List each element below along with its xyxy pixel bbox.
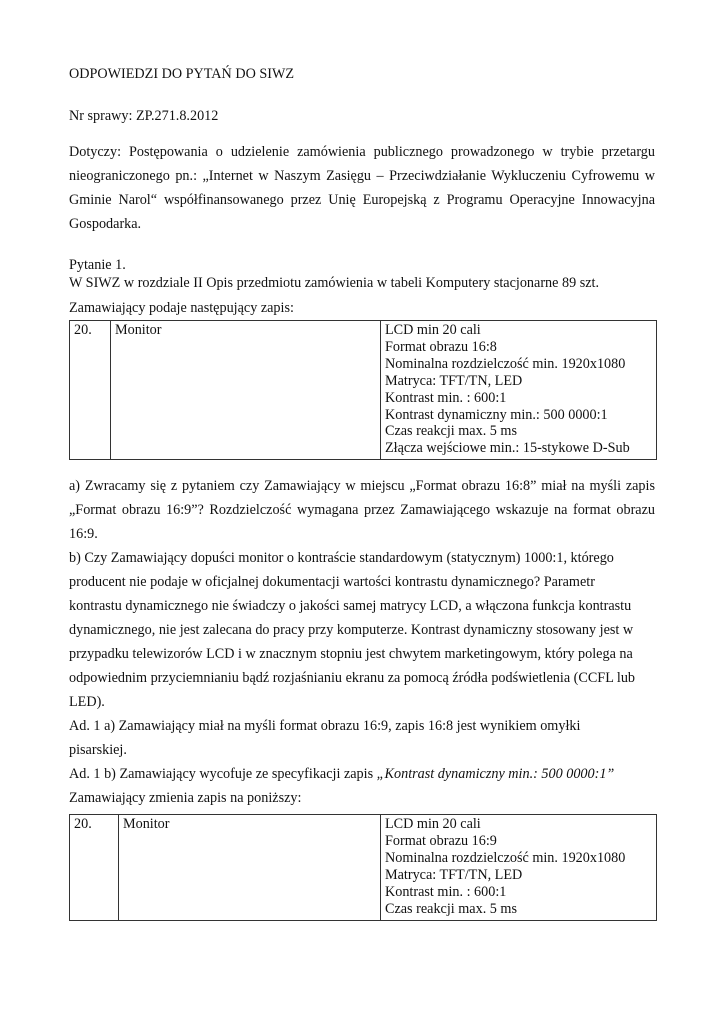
spec-line: Złącza wejściowe min.: 15-stykowe D-Sub <box>385 440 630 457</box>
table-cell-specs <box>381 815 657 920</box>
answer-part-b-text: Ad. 1 b) Zamawiający wycofuje ze specyfikacji zapis <box>69 766 377 783</box>
table-cell-item: Monitor <box>119 815 381 920</box>
spec-line: Nominalna rozdzielczość min. 1920x1080 <box>385 850 626 867</box>
spec-line: Matryca: TFT/TN, LED <box>385 866 523 883</box>
table-row <box>70 321 657 460</box>
question-part-b-line: kontrastu dynamicznego nie świadczy o jakości samej matrycy LCD, a włączona funkcja kontrastu <box>69 598 632 615</box>
answer-part-a-line: pisarskiej. <box>69 742 127 759</box>
question-part-a: a) Zwracamy się z pytaniem czy Zamawiający w miejscu „Format obrazu 16:8” miał na myśli zapis „Format obrazu 16:9”? Rozdzielczość wymagana przez Zamawiającego wskazuje na format obrazu 16:9. <box>69 478 655 543</box>
answer-part-a <box>69 714 655 762</box>
subject-paragraph: Dotyczy: Postępowania o udzielenie zamówienia publicznego prowadzonego w trybie przetargu nieograniczonego pn.: „Internet w Naszym Zasięgu – Przeciwdziałanie Wykluczeniu Cyfrowemu w Gminie Narol“ współfinansowanego przez Unię Europejską z Programu Operacyjne Innowacyjna Gospodarka. <box>69 144 655 232</box>
question-intro-2: Zamawiający podaje następujący zapis: <box>69 300 294 316</box>
question-part-b-line: LED). <box>69 694 105 711</box>
table-row <box>70 815 657 920</box>
table-cell-number: 20. <box>70 815 119 920</box>
spec-line: Czas reakcji max. 5 ms <box>385 900 517 917</box>
question-part-b-line: dynamicznego, nie jest zalecana do pracy przy komputerze. Kontrast dynamiczny stosowany jest w <box>69 622 634 639</box>
document-heading: ODPOWIEDZI DO PYTAŃ DO SIWZ <box>69 66 295 82</box>
question-title: Pytanie 1. <box>69 257 126 273</box>
spec-line: Format obrazu 16:9 <box>385 833 497 850</box>
spec-line: Kontrast dynamiczny min.: 500 0000:1 <box>385 406 608 423</box>
question-part-b-line: przypadku telewizorów LCD i w znacznym stopniu jest chwytem marketingowym, który polega na <box>69 646 633 663</box>
table-cell-number: 20. <box>70 321 111 460</box>
spec-line: Format obrazu 16:8 <box>385 338 497 355</box>
case-number: Nr sprawy: ZP.271.8.2012 <box>69 108 219 124</box>
document-page <box>69 62 655 921</box>
question-intro: W SIWZ w rozdziale II Opis przedmiotu zamówienia w tabeli Komputery stacjonarne 89 szt. <box>69 275 600 291</box>
answer-part-b <box>69 762 655 786</box>
spec-table-amended <box>69 814 657 920</box>
question-part-b-line: odpowiednim przyciemnianiu bądź rozjaśnianiu ekranu za pomocą źródła podświetlenia (CCFL lub <box>69 670 636 687</box>
spec-line: LCD min 20 cali <box>385 322 481 338</box>
answer-part-a-line: Ad. 1 a) Zamawiający miał na myśli format obrazu 16:9, zapis 16:8 jest wynikiem omyłki <box>69 718 581 735</box>
spec-line: Kontrast min. : 600:1 <box>385 389 507 406</box>
answer-part-b-2: Zamawiający zmienia zapis na poniższy: <box>69 790 302 807</box>
spec-line: Matryca: TFT/TN, LED <box>385 372 523 389</box>
question-part-b-line: b) Czy Zamawiający dopuści monitor o kontraście standardowym (statycznym) 1000:1, którego <box>69 550 614 567</box>
spec-line: Kontrast min. : 600:1 <box>385 883 507 900</box>
spec-line: LCD min 20 cali <box>385 816 481 833</box>
spec-line: Czas reakcji max. 5 ms <box>385 423 517 440</box>
spec-table-original <box>69 320 657 460</box>
question-part-b <box>69 546 655 714</box>
table-cell-specs <box>381 321 657 460</box>
spec-line: Nominalna rozdzielczość min. 1920x1080 <box>385 355 626 372</box>
answer-part-b-quote: „Kontrast dynamiczny min.: 500 0000:1” <box>376 766 615 783</box>
table-cell-item: Monitor <box>111 321 381 460</box>
question-part-b-line: producent nie podaje w oficjalnej dokumentacji wartości kontrastu dynamicznego? Parametr <box>69 574 595 591</box>
